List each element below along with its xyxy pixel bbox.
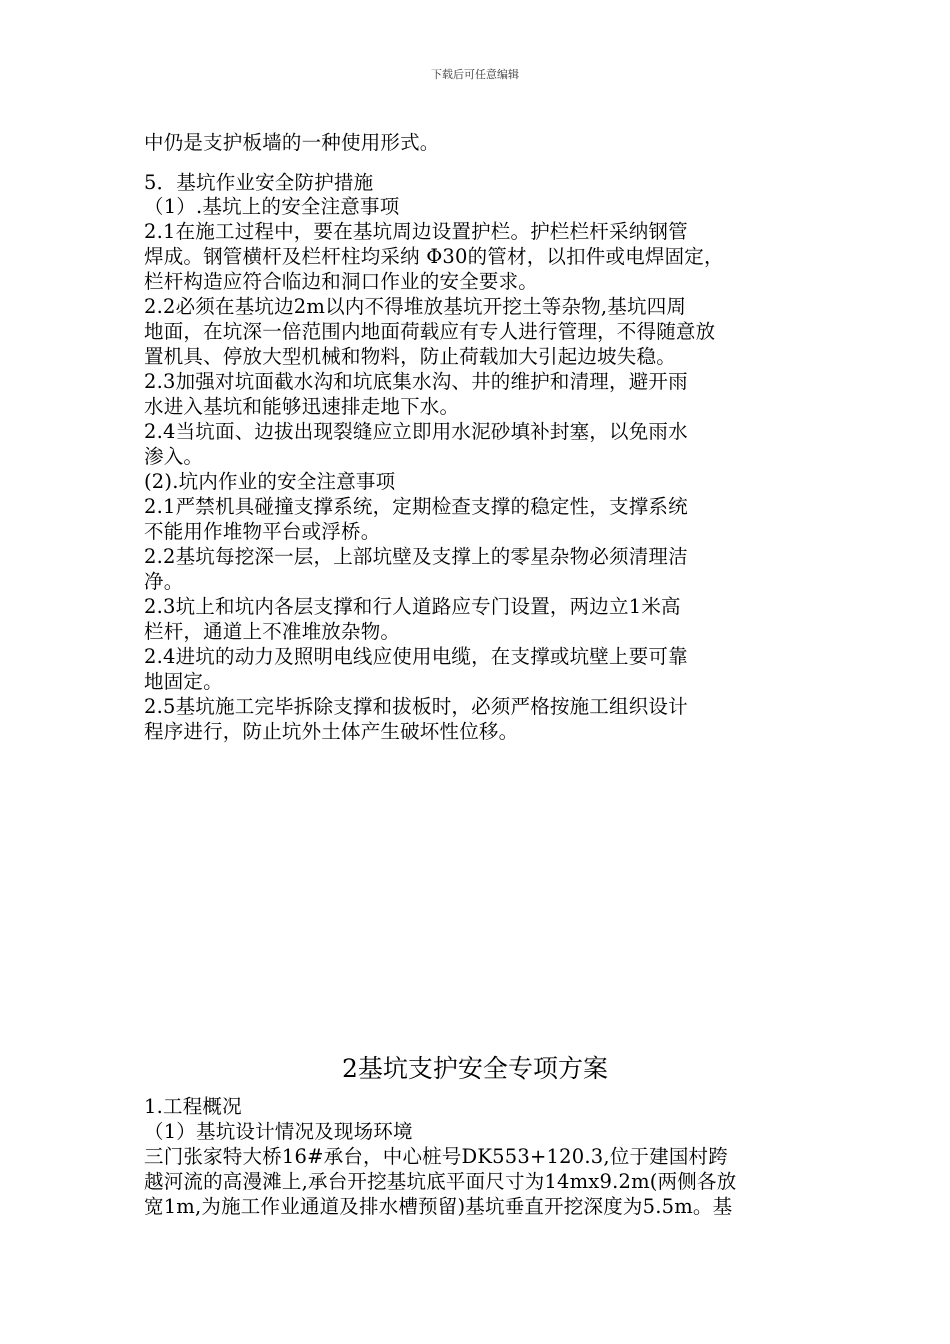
text-line: 地面，在坑深一倍范围内地面荷载应有专人进行管理，不得随意放 (144, 320, 716, 343)
text-line: 不能用作堆物平台或浮桥。 (144, 520, 381, 543)
text-line: 5．基坑作业安全防护措施 (144, 171, 374, 194)
text-line: 程序进行，防止坑外土体产生破坏性位移。 (144, 720, 519, 743)
text-line: 焊成。钢管横杆及栏杆柱均采纳 Φ30的管材，以扣件或电焊固定， (144, 245, 724, 268)
page-header: 下载后可任意编辑 (431, 68, 519, 81)
text-line: 1.工程概况 (144, 1095, 242, 1118)
text-line: 2.3加强对坑面截水沟和坑底集水沟、井的维护和清理，避开雨 (144, 370, 688, 393)
text-line: 栏杆构造应符合临边和洞口作业的安全要求。 (144, 270, 539, 293)
text-line: 越河流的高漫滩上,承台开挖基坑底平面尺寸为14mx9.2m(两侧各放 (144, 1170, 737, 1193)
text-line: 2.4进坑的动力及照明电线应使用电缆，在支撑或坑壁上要可靠 (144, 645, 688, 668)
text-line: 2.1在施工过程中，要在基坑周边设置护栏。护栏栏杆采纳钢管 (144, 220, 688, 243)
text-line: 中仍是支护板墙的一种使用形式。 (144, 131, 440, 154)
text-line: （1）.基坑上的安全注意事项 (144, 195, 400, 218)
text-line: 2.5基坑施工完毕拆除支撑和拔板时，必须严格按施工组织设计 (144, 695, 688, 718)
text-line: 水进入基坑和能够迅速排走地下水。 (144, 395, 460, 418)
text-line: 宽1m,为施工作业通道及排水槽预留)基坑垂直开挖深度为5.5m。基 (144, 1195, 733, 1218)
text-line: 栏杆，通道上不准堆放杂物。 (144, 620, 401, 643)
text-line: 净。 (144, 570, 184, 593)
text-line: 2.3坑上和坑内各层支撑和行人道路应专门设置，两边立1米高 (144, 595, 681, 618)
text-line: 渗入。 (144, 445, 204, 468)
text-line: （1）基坑设计情况及现场环境 (144, 1120, 413, 1143)
text-line: 三门张家特大桥16#承台，中心桩号DK553+120.3,位于建国村跨 (144, 1145, 728, 1168)
text-line: 2.1严禁机具碰撞支撑系统，定期检查支撑的稳定性，支撑系统 (144, 495, 688, 518)
text-line: 2.4当坑面、边拔出现裂缝应立即用水泥砂填补封塞，以免雨水 (144, 420, 688, 443)
section-2-title: 2基坑支护安全专项方案 (342, 1054, 608, 1083)
text-line: (2).坑内作业的安全注意事项 (144, 470, 396, 493)
text-line: 置机具、停放大型机械和物料，防止荷载加大引起边坡失稳。 (144, 345, 676, 368)
text-line: 2.2必须在基坑边2m以内不得堆放基坑开挖土等杂物,基坑四周 (144, 295, 687, 318)
text-line: 2.2基坑每挖深一层，上部坑壁及支撑上的零星杂物必须清理洁 (144, 545, 688, 568)
text-line: 地固定。 (144, 670, 223, 693)
